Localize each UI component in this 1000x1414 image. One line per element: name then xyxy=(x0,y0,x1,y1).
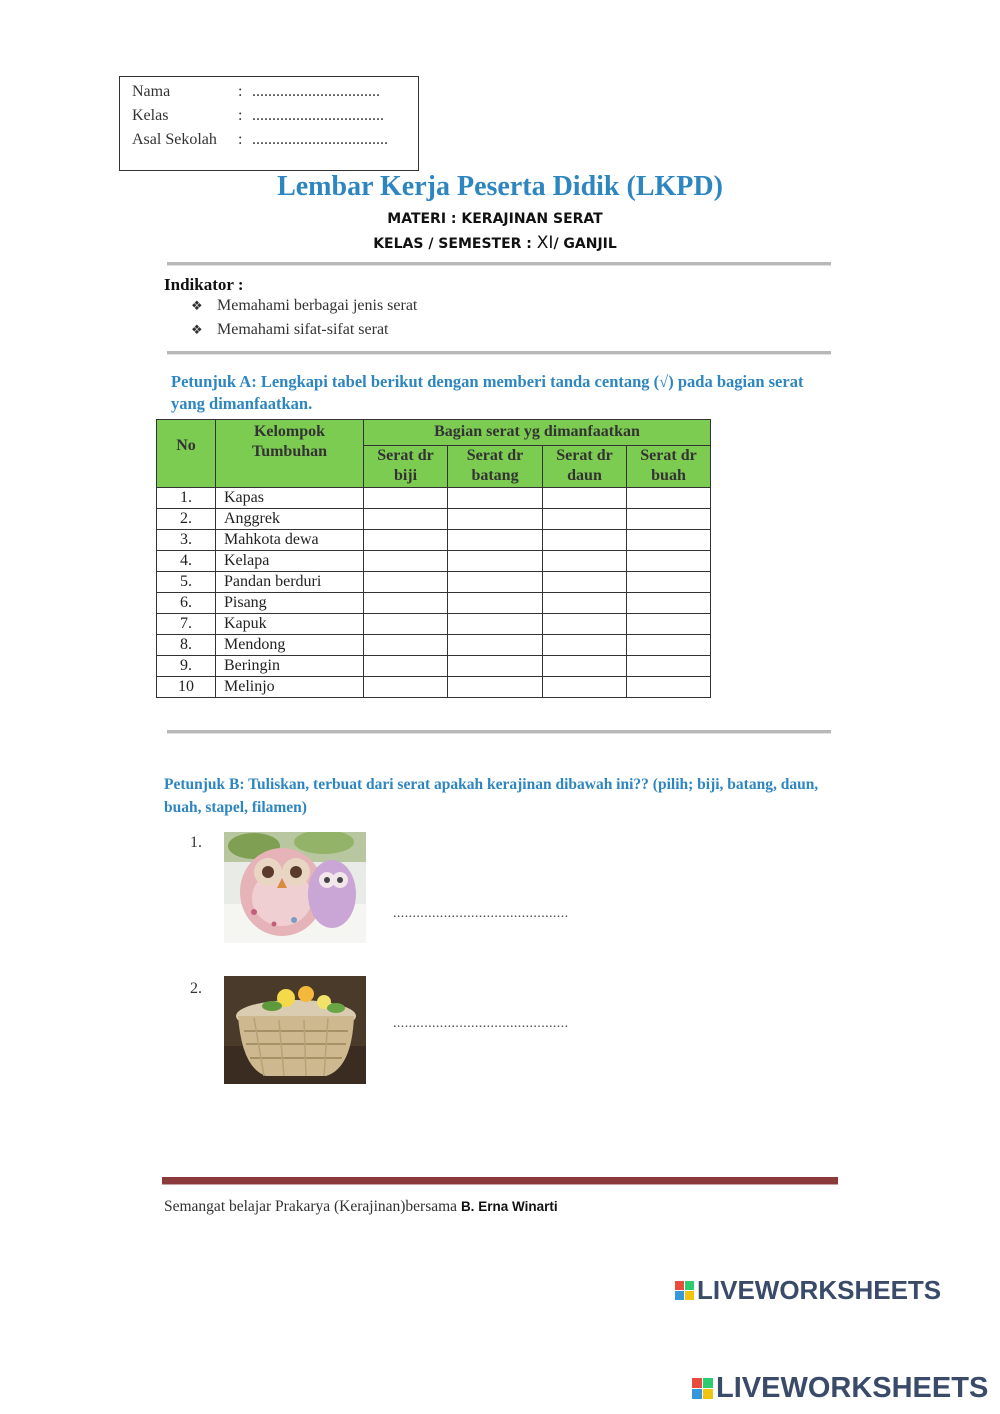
materi-subtitle: MATERI : KERAJINAN SERAT xyxy=(387,211,603,227)
question-number: 2. xyxy=(190,980,202,997)
check-cell-daun[interactable] xyxy=(543,656,627,677)
check-cell-batang[interactable] xyxy=(448,488,543,509)
student-identity-box xyxy=(119,76,419,171)
check-cell-buah[interactable] xyxy=(627,614,711,635)
check-cell-biji[interactable] xyxy=(364,656,448,677)
liveworksheets-logo-icon xyxy=(675,1281,694,1300)
question-number: 1. xyxy=(190,834,202,851)
table-row: 3. Mahkota dewa xyxy=(157,530,711,551)
check-cell-daun[interactable] xyxy=(543,677,627,698)
check-cell-daun[interactable] xyxy=(543,635,627,656)
col-header-group: Bagian serat yg dimanfaatkan xyxy=(364,420,711,446)
indikator-item: ❖ Memahami sifat-sifat serat xyxy=(191,321,389,338)
col-header-batang: Serat dr batang xyxy=(448,446,543,488)
school-row: Asal Sekolah : .................................. xyxy=(132,131,388,148)
check-cell-buah[interactable] xyxy=(627,572,711,593)
check-cell-batang[interactable] xyxy=(448,572,543,593)
check-cell-biji[interactable] xyxy=(364,551,448,572)
col-header-biji: Serat dr biji xyxy=(364,446,448,488)
table-row: 6. Pisang xyxy=(157,593,711,614)
name-field[interactable]: ................................ xyxy=(252,83,380,100)
answer-field-2[interactable]: ............................................. xyxy=(393,1016,569,1031)
divider xyxy=(167,351,831,355)
page-title: Lembar Kerja Peserta Didik (LKPD) xyxy=(277,171,723,202)
check-cell-biji[interactable] xyxy=(364,530,448,551)
answer-field-1[interactable]: ............................................. xyxy=(393,906,569,921)
check-cell-biji[interactable] xyxy=(364,635,448,656)
check-cell-biji[interactable] xyxy=(364,593,448,614)
table-row: 10 Melinjo xyxy=(157,677,711,698)
check-cell-daun[interactable] xyxy=(543,551,627,572)
check-cell-buah[interactable] xyxy=(627,635,711,656)
check-cell-daun[interactable] xyxy=(543,614,627,635)
check-cell-buah[interactable] xyxy=(627,488,711,509)
check-cell-batang[interactable] xyxy=(448,614,543,635)
divider xyxy=(167,262,831,266)
school-field[interactable]: .................................. xyxy=(252,131,388,148)
class-row: Kelas : ................................. xyxy=(132,107,384,124)
check-cell-daun[interactable] xyxy=(543,509,627,530)
table-row: 5. Pandan berduri xyxy=(157,572,711,593)
check-cell-daun[interactable] xyxy=(543,530,627,551)
owl-pillow-image xyxy=(224,832,366,943)
check-cell-daun[interactable] xyxy=(543,593,627,614)
check-cell-buah[interactable] xyxy=(627,677,711,698)
check-cell-biji[interactable] xyxy=(364,572,448,593)
class-label: Kelas xyxy=(132,107,169,124)
check-cell-daun[interactable] xyxy=(543,572,627,593)
liveworksheets-logo-icon xyxy=(692,1378,713,1399)
indikator-title: Indikator : xyxy=(164,275,244,294)
kelas-subtitle: KELAS / SEMESTER : XI/ GANJIL xyxy=(373,233,617,253)
col-header-kelompok: Kelompok Tumbuhan xyxy=(216,420,364,488)
footer-divider xyxy=(162,1177,838,1185)
table-row: 7. Kapuk xyxy=(157,614,711,635)
fiber-table xyxy=(156,419,711,698)
col-header-buah: Serat dr buah xyxy=(627,446,711,488)
woven-basket-image xyxy=(224,976,366,1084)
check-cell-buah[interactable] xyxy=(627,551,711,572)
divider xyxy=(167,730,831,734)
name-row: Nama : ................................ xyxy=(132,83,380,100)
check-cell-buah[interactable] xyxy=(627,530,711,551)
check-cell-buah[interactable] xyxy=(627,593,711,614)
check-cell-batang[interactable] xyxy=(448,656,543,677)
liveworksheets-brand: LIVEWORKSHEETS xyxy=(692,1372,988,1405)
instruction-b: Petunjuk B: Tuliskan, terbuat dari serat apakah kerajinan dibawah ini?? (pilih; biji, batang, daun, buah, stapel, filamen) xyxy=(164,776,819,816)
kelas-value: XI xyxy=(536,233,554,253)
check-cell-biji[interactable] xyxy=(364,509,448,530)
check-cell-daun[interactable] xyxy=(543,488,627,509)
check-cell-batang[interactable] xyxy=(448,530,543,551)
footer-text: Semangat belajar Prakarya (Kerajinan)bersama B. Erna Winarti xyxy=(164,1198,558,1215)
liveworksheets-brand: LIVEWORKSHEETS xyxy=(675,1275,941,1306)
check-cell-biji[interactable] xyxy=(364,614,448,635)
table-row: 2. Anggrek xyxy=(157,509,711,530)
owl-pillow-photo xyxy=(224,832,366,943)
check-cell-biji[interactable] xyxy=(364,488,448,509)
table-row: 8. Mendong xyxy=(157,635,711,656)
diamond-bullet-icon: ❖ xyxy=(191,299,203,314)
instruction-a: Petunjuk A: Lengkapi tabel berikut dengan memberi tanda centang (√) pada bagian serat yang dimanfaatkan. xyxy=(171,372,804,413)
diamond-bullet-icon: ❖ xyxy=(191,323,203,338)
table-row: 1. Kapas xyxy=(157,488,711,509)
name-label: Nama xyxy=(132,83,171,100)
check-cell-buah[interactable] xyxy=(627,509,711,530)
woven-basket-photo xyxy=(224,976,366,1084)
indikator-item: ❖ Memahami berbagai jenis serat xyxy=(191,297,418,314)
author-name: B. Erna Winarti xyxy=(460,1199,558,1214)
check-cell-batang[interactable] xyxy=(448,635,543,656)
table-row: 4. Kelapa xyxy=(157,551,711,572)
check-cell-batang[interactable] xyxy=(448,509,543,530)
check-cell-biji[interactable] xyxy=(364,677,448,698)
check-cell-batang[interactable] xyxy=(448,593,543,614)
table-row: 9. Beringin xyxy=(157,656,711,677)
school-label: Asal Sekolah xyxy=(132,131,217,148)
check-cell-batang[interactable] xyxy=(448,551,543,572)
class-field[interactable]: ................................. xyxy=(252,107,384,124)
check-cell-buah[interactable] xyxy=(627,656,711,677)
col-header-daun: Serat dr daun xyxy=(543,446,627,488)
check-cell-batang[interactable] xyxy=(448,677,543,698)
col-header-no: No xyxy=(157,420,216,488)
